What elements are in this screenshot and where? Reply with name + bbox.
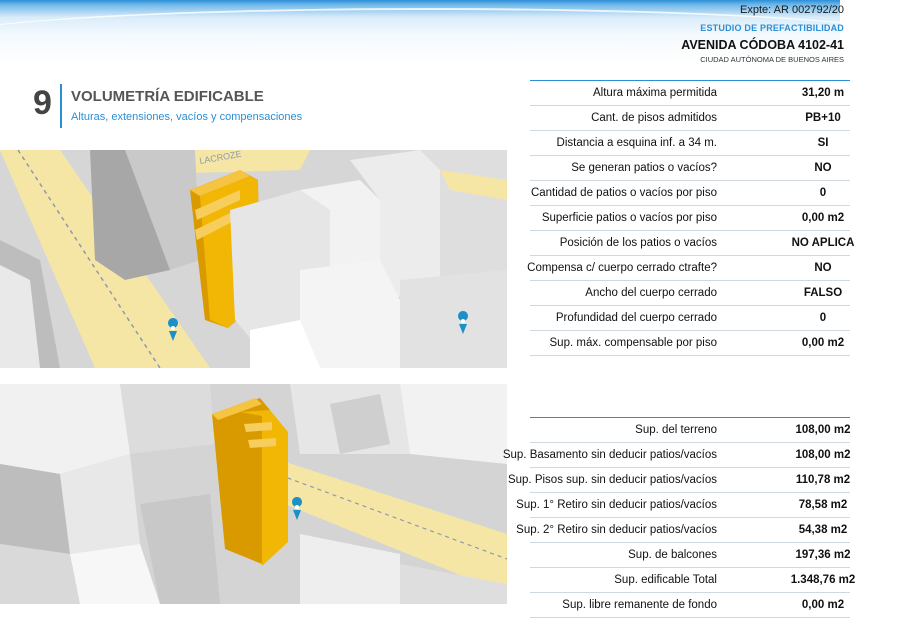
table-row bbox=[530, 593, 850, 618]
row-value: NO bbox=[814, 162, 832, 174]
table-row bbox=[502, 443, 851, 468]
row-value: NO APLICA bbox=[791, 237, 855, 249]
row-label: Sup. edificable Total bbox=[614, 574, 717, 586]
row-value: SI bbox=[817, 137, 829, 149]
table-row bbox=[530, 306, 850, 331]
expediente-number: Expte: AR 002792/20 bbox=[740, 4, 844, 16]
row-value: FALSO bbox=[803, 287, 843, 299]
row-value: 197,36 m2 bbox=[795, 549, 851, 561]
study-title: ESTUDIO DE PREFACTIBILIDAD bbox=[700, 23, 844, 33]
street-label: LACROZE bbox=[198, 148, 243, 166]
table-row bbox=[530, 81, 850, 106]
row-label: Sup. 2° Retiro sin deducir patios/vacíos bbox=[516, 524, 717, 536]
row-label: Ancho del cuerpo cerrado bbox=[585, 287, 717, 299]
section-subtitle: Alturas, extensiones, vacíos y compensaciones bbox=[71, 111, 303, 123]
row-label: Altura máxima permitida bbox=[593, 87, 717, 99]
table-row bbox=[530, 331, 850, 356]
row-label: Profundidad del cuerpo cerrado bbox=[555, 312, 717, 324]
row-label: Posición de los patios o vacíos bbox=[559, 237, 717, 249]
row-label: Sup. 1° Retiro sin deducir patios/vacíos bbox=[516, 499, 717, 511]
volumetry-map-top bbox=[0, 150, 507, 368]
table-row bbox=[530, 206, 850, 231]
table-row bbox=[507, 468, 851, 493]
row-value: 31,20 m bbox=[801, 87, 845, 99]
table-row bbox=[530, 156, 850, 181]
row-value: 0 bbox=[819, 187, 827, 199]
table-row bbox=[527, 256, 850, 281]
table-row bbox=[530, 281, 850, 306]
table-row bbox=[516, 493, 850, 518]
row-label: Sup. de balcones bbox=[628, 549, 717, 561]
address: AVENIDA CÓDOBA 4102-41 bbox=[681, 38, 844, 52]
row-label: Cant. de pisos admitidos bbox=[591, 112, 717, 124]
row-value: NO bbox=[814, 262, 832, 274]
table-row bbox=[530, 131, 850, 156]
row-value: 78,58 m2 bbox=[798, 499, 848, 511]
volumetry-map-bottom bbox=[0, 384, 507, 604]
row-label: Sup. máx. compensable por piso bbox=[549, 337, 717, 349]
table-row bbox=[530, 181, 850, 206]
table-row bbox=[530, 231, 855, 256]
row-value: 1.348,76 m2 bbox=[790, 574, 856, 586]
table-row bbox=[530, 568, 856, 593]
row-value: 0 bbox=[819, 312, 827, 324]
row-label: Sup. Pisos sup. sin deducir patios/vacíos bbox=[507, 474, 717, 486]
row-value: 54,38 m2 bbox=[798, 524, 848, 536]
surfaces-table bbox=[502, 417, 856, 618]
row-value: 0,00 m2 bbox=[801, 337, 845, 349]
row-label: Compensa c/ cuerpo cerrado ctrafte? bbox=[527, 262, 717, 274]
row-value: PB+10 bbox=[805, 112, 841, 124]
section-number: 9 bbox=[33, 84, 52, 122]
table-row bbox=[516, 518, 850, 543]
section-divider bbox=[60, 84, 62, 128]
row-value: 0,00 m2 bbox=[801, 599, 845, 611]
table-row bbox=[530, 418, 850, 443]
city: CIUDAD AUTÓNOMA DE BUENOS AIRES bbox=[700, 55, 844, 64]
row-label: Sup. Basamento sin deducir patios/vacíos bbox=[502, 449, 717, 461]
section-title: VOLUMETRÍA EDIFICABLE bbox=[71, 88, 264, 105]
row-value: 0,00 m2 bbox=[801, 212, 845, 224]
row-label: Superficie patios o vacíos por piso bbox=[541, 212, 717, 224]
row-label: Distancia a esquina inf. a 34 m. bbox=[556, 137, 717, 149]
parameters-table bbox=[527, 80, 855, 356]
row-label: Sup. del terreno bbox=[635, 424, 717, 436]
row-value: 108,00 m2 bbox=[795, 449, 851, 461]
table-row bbox=[530, 106, 850, 131]
table-row bbox=[530, 543, 850, 568]
row-label: Se generan patios o vacíos? bbox=[571, 162, 717, 174]
row-value: 108,00 m2 bbox=[795, 424, 851, 436]
row-label: Cantidad de patios o vacíos por piso bbox=[530, 187, 717, 199]
row-value: 110,78 m2 bbox=[795, 474, 851, 486]
row-label: Sup. libre remanente de fondo bbox=[562, 599, 717, 611]
